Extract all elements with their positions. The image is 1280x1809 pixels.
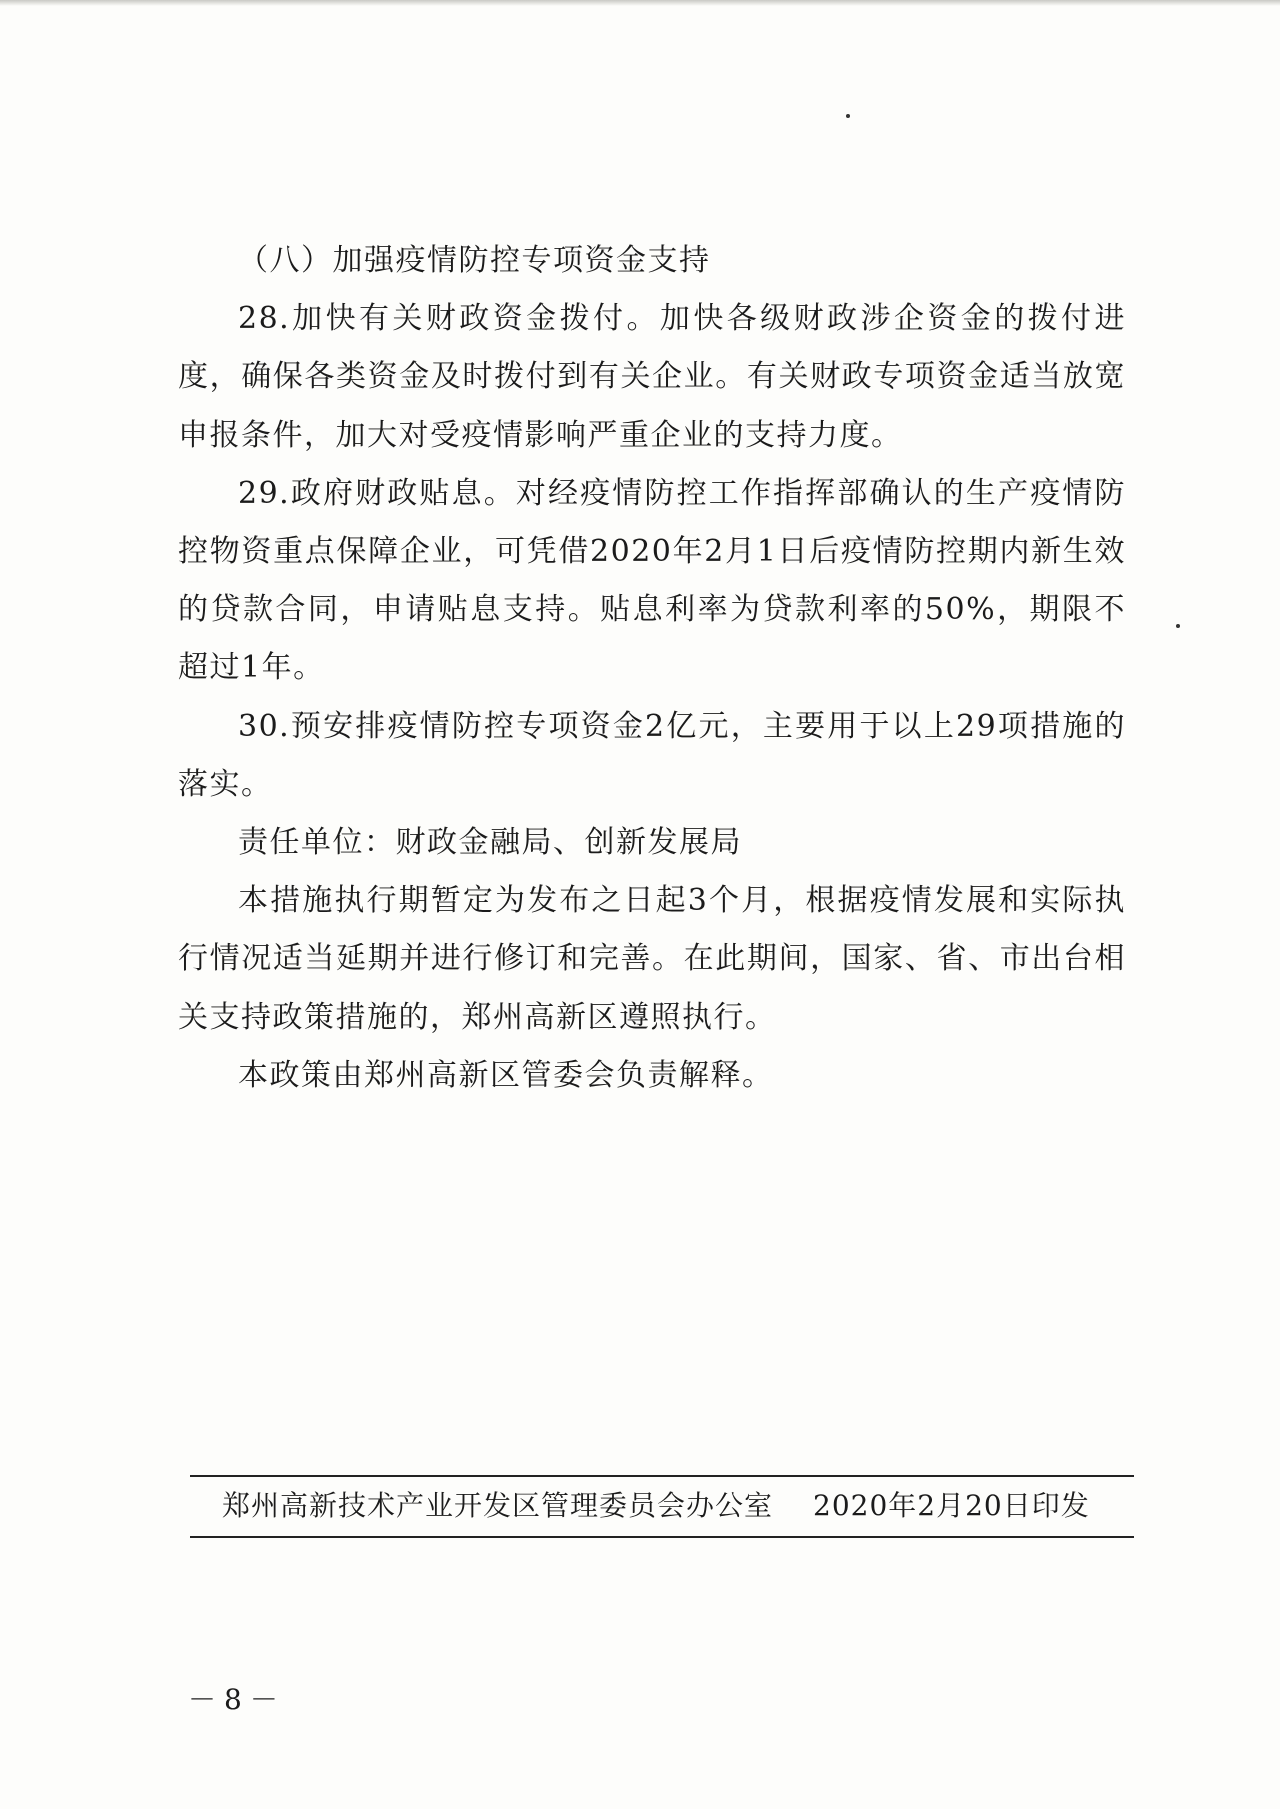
responsible-units: 责任单位：财政金融局、创新发展局 xyxy=(238,825,742,861)
footer-top-rule xyxy=(190,1475,1134,1477)
interpretation-paragraph: 本政策由郑州高新区管委会负责解释。 xyxy=(238,1057,774,1093)
page-number: －8－ xyxy=(188,1683,286,1716)
scan-top-edge xyxy=(0,0,1280,6)
validity-paragraph: 本措施执行期暂定为发布之日起3个月，根据疫情发展和实际执行情况适当延期并进行修订和完善。在此期间，国家、省、市出台相关支持政策措施的，郑州高新区遵照执行。 xyxy=(178,883,1126,1035)
footer-bottom-rule xyxy=(190,1536,1134,1538)
scan-speck xyxy=(846,114,850,118)
scan-speck xyxy=(1176,624,1180,628)
paragraph-28: 28.加快有关财政资金拨付。加快各级财政涉企资金的拨付进度，确保各类资金及时拨付到有关企业。有关财政专项资金适当放宽申报条件，加大对受疫情影响严重企业的支持力度。 xyxy=(178,301,1126,453)
footer-issuer: 郑州高新技术产业开发区管理委员会办公室 xyxy=(222,1489,774,1522)
paragraph-29: 29.政府财政贴息。对经疫情防控工作指挥部确认的生产疫情防控物资重点保障企业，可凭借2020年2月1日后疫情防控期内新生效的贷款合同，申请贴息支持。贴息利率为贷款利率的50%，期限不超过1年。 xyxy=(178,475,1126,686)
paragraph-30: 30.预安排疫情防控专项资金2亿元，主要用于以上29项措施的落实。 xyxy=(178,708,1126,802)
footer-date: 2020年2月20日印发 xyxy=(813,1489,1090,1522)
section-heading: （八）加强疫情防控专项资金支持 xyxy=(238,243,711,278)
document-body xyxy=(178,232,1126,1105)
